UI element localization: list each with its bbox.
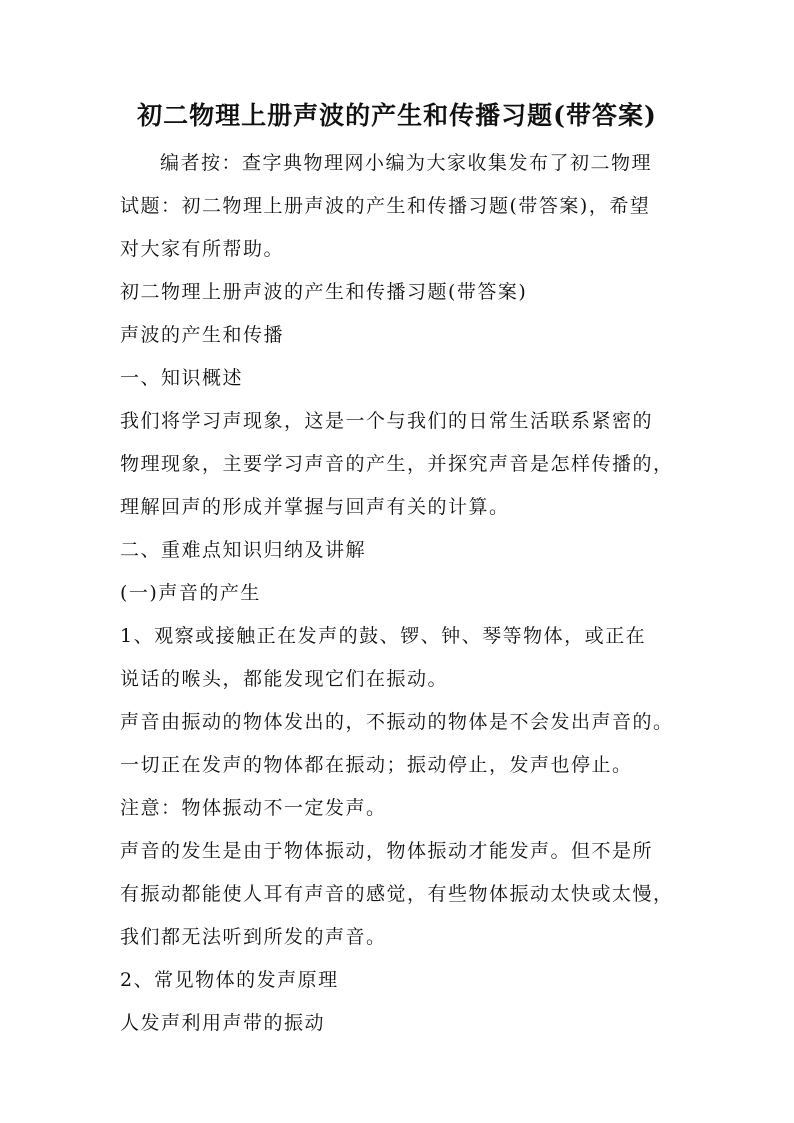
section-heading: 2、常见物体的发声原理 (120, 969, 339, 991)
section-heading: 二、重难点知识归纳及讲解 (120, 539, 367, 561)
paragraph-line: 声音由振动的物体发出的，不振动的物体是不会发出声音的。 (120, 711, 674, 733)
paragraph-line: 人发声利用声带的振动 (120, 1012, 326, 1034)
paragraph-line: 声音的发生是由于物体振动，物体振动才能发声。但不是所 (120, 840, 654, 862)
paragraph-line: 对大家有所帮助。 (120, 238, 285, 260)
section-heading: 一、知识概述 (120, 367, 244, 389)
paragraph-line: 试题：初二物理上册声波的产生和传播习题(带答案)，希望 (120, 195, 651, 217)
section-heading: (一)声音的产生 (120, 582, 261, 604)
paragraph-line: 编者按：查字典物理网小编为大家收集发布了初二物理 (160, 152, 653, 174)
paragraph-line: 我们将学习声现象，这是一个与我们的日常生活联系紧密的 (120, 410, 654, 432)
paragraph-line: 注意：物体振动不一定发声。 (120, 797, 387, 819)
section-heading: 声波的产生和传播 (120, 324, 285, 346)
paragraph-line: 说话的喉头，都能发现它们在振动。 (120, 668, 449, 690)
document-body (120, 142, 680, 1045)
paragraph-line: 有振动都能使人耳有声音的感觉，有些物体振动太快或太慢， (120, 883, 674, 905)
document-title: 初二物理上册声波的产生和传播习题(带答案) (137, 101, 657, 130)
paragraph-line: 一切正在发声的物体都在振动；振动停止，发声也停止。 (120, 754, 633, 776)
paragraph-line: 1、观察或接触正在发声的鼓、锣、钟、琴等物体，或正在 (120, 625, 647, 647)
paragraph-line: 物理现象，主要学习声音的产生，并探究声音是怎样传播的， (120, 453, 674, 475)
paragraph-line: 我们都无法听到所发的声音。 (120, 926, 387, 948)
paragraph-line: 初二物理上册声波的产生和传播习题(带答案) (120, 281, 528, 303)
paragraph-line: 理解回声的形成并掌握与回声有关的计算。 (120, 496, 510, 518)
